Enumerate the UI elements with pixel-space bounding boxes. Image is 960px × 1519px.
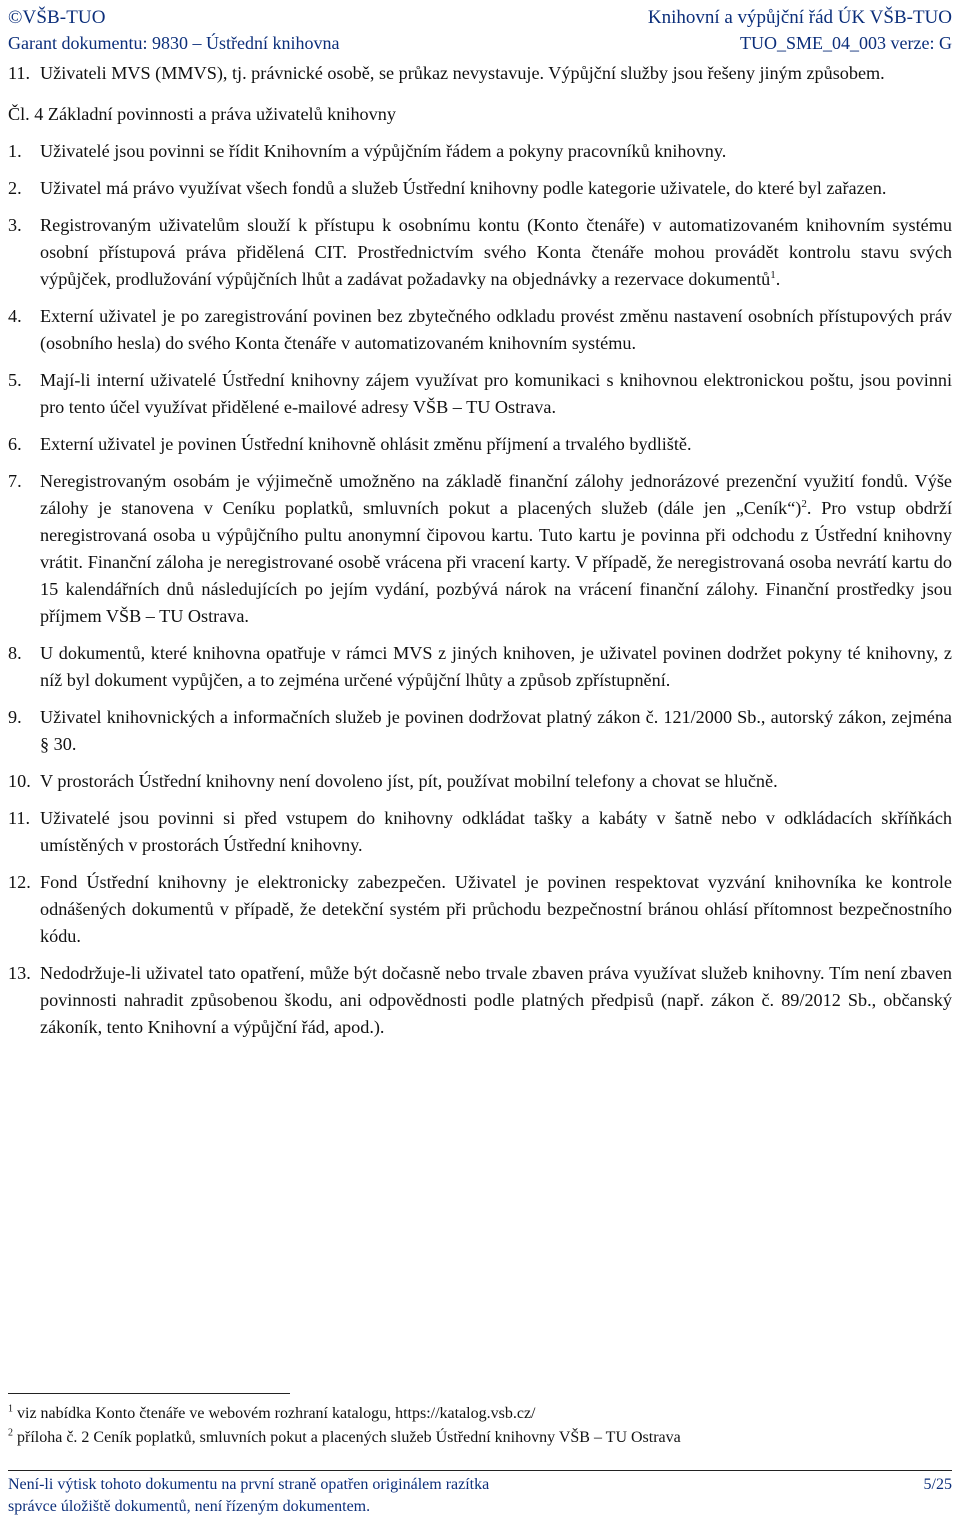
list-item [8, 869, 952, 950]
list-item-text: Neregistrovaným osobám je výjimečně umožněno na základě finanční zálohy jednorázové prezenční využití fondů. Výše zálohy je stanovena v Ceníku poplatků, smluvních pokut a placených služeb (dále jen „Ceník“) [40, 471, 952, 518]
footnote-text: viz nabídka Konto čtenáře ve webovém rozhraní katalogu, https://katalog.vsb.cz/ [17, 1405, 536, 1422]
list-item-text: Uživatel knihovnických a informačních služeb je povinen dodržovat platný zákon č. 121/2000 Sb., autorský zákon, zejména § 30. [40, 707, 952, 754]
list-item-text: Uživateli MVS (MMVS), tj. právnické osobě, se průkaz nevystavuje. Výpůjční služby jsou řešeny jiným způsobem. [40, 63, 885, 83]
list-item [8, 805, 952, 859]
footer-notice-line1: Není-li výtisk tohoto dokumentu na první straně opatřen originálem razítka [8, 1476, 490, 1493]
footnote-mark: 2 [8, 1427, 13, 1439]
list-item-number: 1. [8, 141, 22, 161]
list-item-number: 6. [8, 434, 22, 454]
list-item-text: Uživatel má právo využívat všech fondů a služeb Ústřední knihovny podle kategorie uživatele, do které byl zařazen. [40, 178, 887, 198]
list-item-number: 13. [8, 963, 31, 983]
list-item-number: 9. [8, 707, 22, 727]
list-item-text: Uživatelé jsou povinni si před vstupem do knihovny odkládat tašky a kabáty v šatně nebo v odkládacích skříňkách umístěných v prostorách Ústřední knihovny. [40, 808, 952, 855]
document-body [8, 60, 952, 1051]
footnote-ref[interactable]: 1 [770, 268, 776, 281]
section-heading: Čl. 4 Základní povinnosti a práva uživatelů knihovny [8, 104, 396, 124]
list-item-number: 5. [8, 370, 22, 390]
list-item-number: 8. [8, 643, 22, 663]
page-footer [8, 1474, 952, 1518]
list-item [8, 960, 952, 1041]
list-item-text: V prostorách Ústřední knihovny není dovoleno jíst, pít, používat mobilní telefony a chovat se hlučně. [40, 771, 778, 791]
list-item-text: Externí uživatel je povinen Ústřední knihovně ohlásit změnu příjmení a trvalého bydliště. [40, 434, 692, 454]
list-item [8, 303, 952, 357]
footer-notice-line2: správce úložiště dokumentů, není řízeným dokumentem. [8, 1498, 371, 1515]
list-item-text-tail: . Pro vstup obdrží neregistrovaná osoba u výpůjčního pultu anonymní čipovou kartu. Tuto kartu je povinna při odchodu z Ústřední knihovny vrátit. Finanční záloha je neregistrované osobě vrácena při vracení karty. V případě, že neregistrovaná osoba nevrátí kartu do 15 kalendářních dnů následujících po jejím vydání, pozbývá nárok na vrácení finanční zálohy. Finanční prostředky jsou příjmem VŠB – TU Ostrava. [40, 498, 952, 626]
list-item-number: 7. [8, 471, 22, 491]
list-item-number: 11. [8, 808, 31, 828]
list-item-text: U dokumentů, které knihovna opatřuje v rámci MVS z jiných knihoven, je uživatel povinen dodržet pokyny té knihovny, z níž byl dokument vypůjčen, a to zejména určené výpůjční lhůty a způsob zpřístupnění. [40, 643, 952, 690]
header-copyright: ©VŠB-TUO [8, 7, 106, 28]
footnote-mark: 1 [8, 1403, 13, 1415]
list-item-number: 12. [8, 872, 31, 892]
list-item [8, 768, 952, 795]
intro-list-item [8, 60, 952, 87]
list-item-number: 10. [8, 771, 31, 791]
list-item-text: Registrovaným uživatelům slouží k přístupu k osobnímu kontu (Konto čtenáře) v automatizovaném knihovním systému osobní přístupová práva přidělená CIT. Prostřednictvím svého Konta čtenáře mohou provádět kontrolu stavu svých výpůjček, prodlužování výpůjčních lhůt a zadávat požadavky na objednávky a rezervace dokumentů [40, 215, 952, 289]
list-item [8, 640, 952, 694]
list-item [8, 468, 952, 630]
list-item [8, 138, 952, 165]
footnote-1 [8, 1404, 952, 1424]
header-document-title: Knihovní a výpůjční řád ÚK VŠB-TUO [647, 7, 952, 28]
list-item [8, 367, 952, 421]
footnote-text: příloha č. 2 Ceník poplatků, smluvních pokut a placených služeb Ústřední knihovny VŠB – TU Ostrava [17, 1429, 681, 1446]
footnote-separator [8, 1393, 290, 1394]
list-item-number: 11. [8, 63, 31, 83]
list-item-text: Nedodržuje-li uživatel tato opatření, může být dočasně nebo trvale zbaven práva využívat služeb knihovny. Tím není zbaven povinnosti nahradit způsobenou škodu, ani odpovědnosti podle platných předpisů (např. zákon č. 89/2012 Sb., občanský zákoník, tento Knihovní a výpůjční řád, apod.). [40, 963, 952, 1037]
list-item [8, 212, 952, 293]
header-guarantor: Garant dokumentu: 9830 – Ústřední knihovna [8, 33, 340, 53]
list-item [8, 431, 952, 458]
list-item-text: Uživatelé jsou povinni se řídit Knihovním a výpůjčním řádem a pokyny pracovníků knihovny. [40, 141, 727, 161]
list-item-number: 3. [8, 215, 22, 235]
list-item [8, 175, 952, 202]
footnote-2 [8, 1428, 952, 1448]
footer-separator [8, 1470, 952, 1471]
list-item-number: 4. [8, 306, 22, 326]
list-item-text: Mají-li interní uživatelé Ústřední knihovny zájem využívat pro komunikaci s knihovnou elektronickou poštu, jsou povinni pro tento účel využívat přidělené e-mailové adresy VŠB – TU Ostrava. [40, 370, 952, 417]
list-item-text: Externí uživatel je po zaregistrování povinen bez zbytečného odkladu provést změnu nastavení osobních přístupových práv (osobního hesla) do svého Konta čtenáře v automatizovaném knihovním systému. [40, 306, 952, 353]
page-number: 5/25 [923, 1476, 952, 1493]
footnote-ref[interactable]: 2 [801, 497, 807, 510]
list-item-text: Fond Ústřední knihovny je elektronicky zabezpečen. Uživatel je povinen respektovat vyzvání knihovníka ke kontrole odnášených dokumentů v případě, že detekční systém při průchodu bezpečnostní bránou ohlásí přítomnost bezpečnostního kódu. [40, 872, 952, 946]
list-item-number: 2. [8, 178, 22, 198]
header-document-code: TUO_SME_04_003 verze: G [740, 33, 952, 53]
list-item [8, 704, 952, 758]
page-header [8, 4, 952, 54]
list-item-text-tail: . [775, 269, 781, 289]
